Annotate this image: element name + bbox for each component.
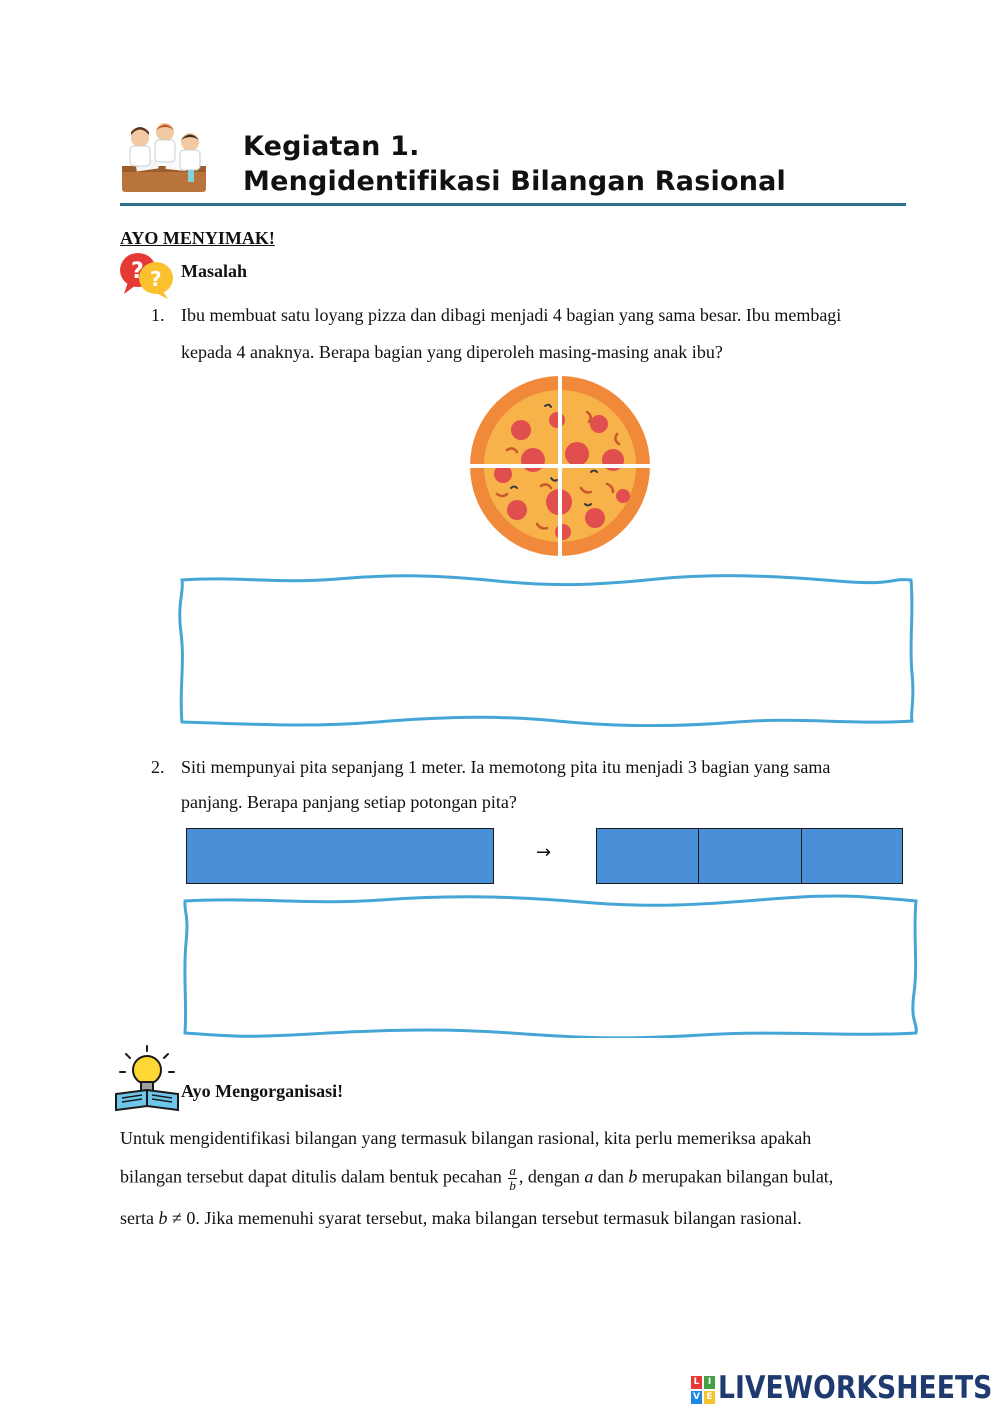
logo-block-e: E	[704, 1391, 715, 1404]
page-title-line1: Kegiatan 1.	[243, 131, 420, 162]
ribbon-whole	[186, 828, 494, 884]
organize-para-line3-a: serta	[120, 1208, 154, 1228]
section-heading-organize: Ayo Mengorganisasi!	[181, 1081, 344, 1101]
organize-para-line2-a: bilangan tersebut dapat ditulis dalam bentuk pecahan	[120, 1166, 502, 1187]
ribbon-cut	[596, 828, 903, 884]
pizza-icon	[467, 374, 653, 558]
problem-label: Masalah	[181, 261, 248, 281]
organize-para-line2	[120, 1164, 833, 1193]
problem-1-number: 1.	[151, 305, 165, 325]
fraction-numerator: a	[509, 1163, 516, 1178]
problem-1-line2: kepada 4 anaknya. Berapa bagian yang diperoleh masing-masing anak ibu?	[181, 342, 723, 362]
ribbon-segment-2	[699, 829, 802, 883]
answer-input-2[interactable]	[195, 907, 909, 1027]
problem-2-line1: Siti mempunyai pita sepanjang 1 meter. Ia memotong pita itu menjadi 3 bagian yang sama	[181, 757, 831, 777]
logo-blocks-icon	[691, 1376, 715, 1404]
liveworksheets-logo[interactable]	[691, 1370, 993, 1409]
answer-box-1[interactable]	[177, 573, 915, 727]
problem-2-number: 2.	[151, 757, 165, 777]
variable-a: a	[584, 1166, 594, 1187]
arrow-right-icon: →	[536, 842, 552, 863]
organize-para-line3	[120, 1207, 802, 1229]
problem-1-line1: Ibu membuat satu loyang pizza dan dibagi menjadi 4 bagian yang sama besar. Ibu membagi	[181, 305, 842, 325]
organize-para-line1: Untuk mengidentifikasi bilangan yang termasuk bilangan rasional, kita perlu memeriksa apakah	[120, 1128, 812, 1148]
svg-text:?: ?	[131, 259, 144, 284]
answer-box-2[interactable]	[181, 893, 920, 1038]
lightbulb-book-icon	[112, 1044, 182, 1114]
organize-para-line3-b: . Jika memenuhi syarat tersebut, maka bilangan tersebut termasuk bilangan rasional.	[195, 1208, 802, 1228]
ribbon-segment-3	[802, 829, 901, 883]
fraction-denominator: b	[509, 1178, 516, 1193]
students-group-icon	[118, 120, 210, 196]
pizza-image	[467, 374, 653, 558]
question-bubbles	[118, 250, 176, 300]
svg-text:?: ?	[150, 267, 162, 291]
answer-input-1[interactable]	[191, 587, 903, 715]
question-bubbles-icon	[118, 250, 176, 300]
logo-block-l: L	[691, 1376, 702, 1389]
problem-2-line2: panjang. Berapa panjang setiap potongan pita?	[181, 792, 517, 812]
variable-b: b	[628, 1166, 638, 1187]
header-illustration	[118, 120, 210, 196]
logo-block-i: I	[704, 1376, 715, 1389]
section-heading-listen: AYO MENYIMAK!	[120, 228, 275, 248]
fraction-a-over-b	[508, 1164, 517, 1193]
neq-zero: ≠ 0	[171, 1208, 196, 1228]
header-rule	[120, 203, 906, 206]
logo-block-v: V	[691, 1391, 702, 1404]
variable-b-2: b	[158, 1208, 168, 1228]
organize-illustration	[112, 1044, 182, 1114]
page-title-line2: Mengidentifikasi Bilangan Rasional	[243, 166, 786, 197]
organize-para-line2-b: , dengan	[518, 1166, 580, 1187]
organize-para-line2-c: dan	[597, 1166, 624, 1187]
ribbon-segment-1	[597, 829, 699, 883]
organize-para-line2-d: merupakan bilangan bulat,	[641, 1166, 834, 1187]
brand-name: LIVEWORKSHEETS	[718, 1370, 993, 1406]
